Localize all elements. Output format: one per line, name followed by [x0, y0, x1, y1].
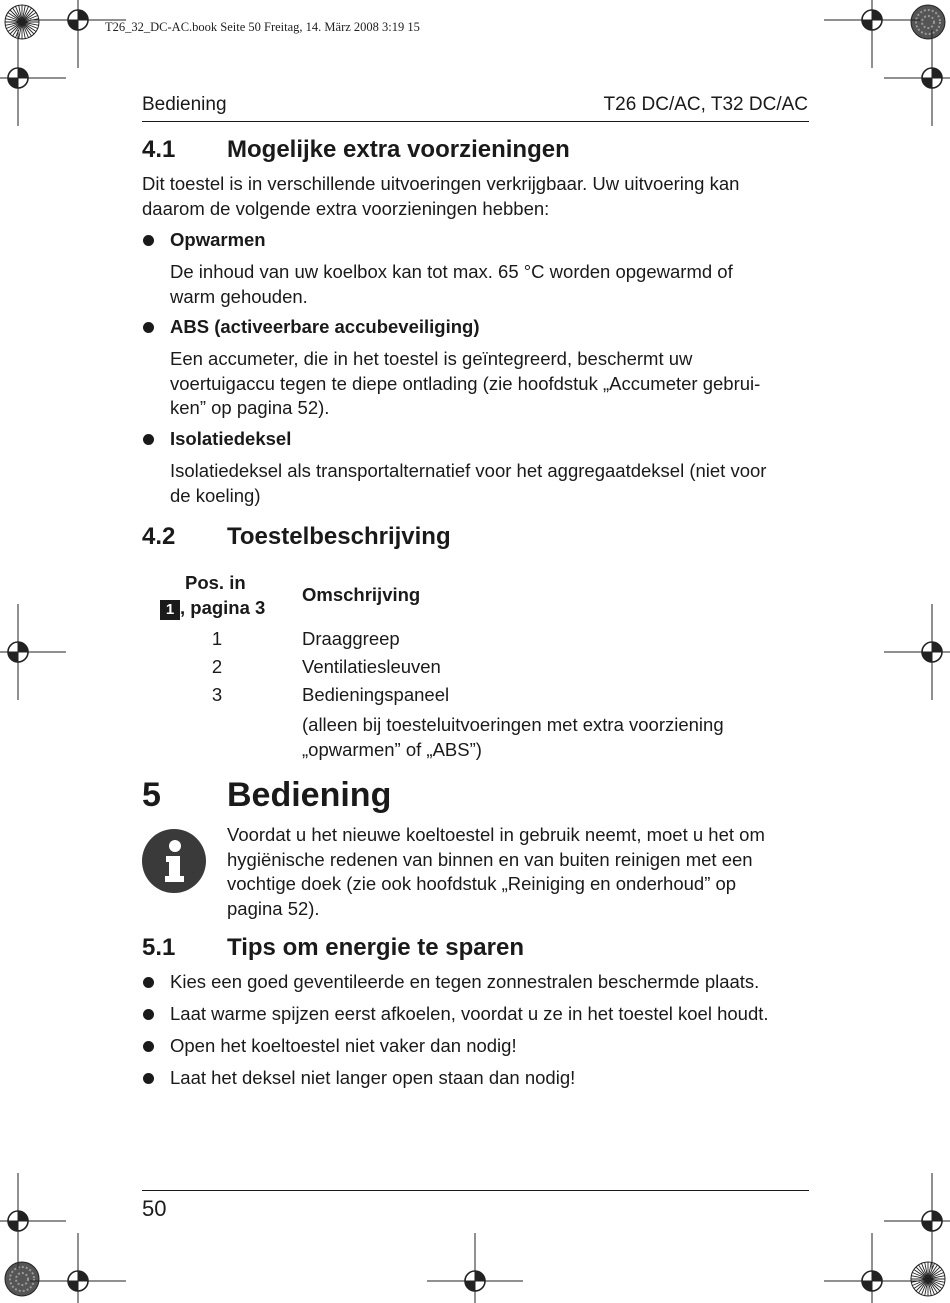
table-cell-pos: 2 [211, 656, 223, 677]
section-number: 5.1 [142, 934, 176, 961]
text-line: daarom de volgende extra voorzieningen hebben: [142, 197, 550, 219]
bullet-icon [143, 434, 154, 445]
table-header-pos-suffix: , pagina 3 [180, 597, 266, 618]
feature-desc-isolatiedeksel [170, 459, 766, 508]
text-line: pagina 52). [227, 897, 320, 919]
tip-item: Open het koeltoestel niet vaker dan nodig! [170, 1035, 517, 1056]
chapter-title: Bediening [227, 776, 392, 814]
intro-paragraph [142, 172, 739, 221]
text-line: ken” op pagina 52). [170, 397, 330, 418]
section-title: Mogelijke extra voorzieningen [227, 136, 570, 163]
print-slug-line: T26_32_DC-AC.book Seite 50 Freitag, 14. März 2008 3:19 15 [105, 20, 420, 34]
text-line: vochtige doek (zie ook hoofdstuk „Reiniging en onderhoud” op [227, 873, 737, 894]
feature-title-opwarmen: Opwarmen [170, 229, 266, 250]
section-number: 4.1 [142, 136, 176, 163]
tip-item: Laat warme spijzen eerst afkoelen, voordat u ze in het toestel koel houdt. [170, 1003, 769, 1024]
text-line: hygiënische redenen van binnen en van buiten reinigen met een [227, 848, 753, 870]
text-line: (alleen bij toesteluitvoeringen met extra voorziening [302, 714, 724, 735]
text-line: Isolatiedeksel als transportalternatief voor het aggregaatdeksel (niet voor [170, 460, 767, 481]
text-line: voertuigaccu tegen te diepe ontlading (zie hoofdstuk „Accumeter gebrui- [170, 372, 761, 394]
text-line: Voordat u het nieuwe koeltoestel in gebruik neemt, moet u het om [227, 824, 765, 845]
table-header-pos-line2 [160, 596, 265, 620]
section-title: Tips om energie te sparen [227, 934, 524, 961]
chapter-number: 5 [142, 776, 161, 814]
info-note [227, 823, 765, 921]
feature-title-isolatiedeksel: Isolatiedeksel [170, 428, 292, 449]
feature-desc-abs [170, 347, 760, 421]
feature-desc-opwarmen [170, 260, 733, 309]
text-line: de koeling) [170, 484, 261, 506]
bullet-icon [143, 1009, 154, 1020]
footer-rule [142, 1190, 809, 1191]
figure-reference-box: 1 [160, 600, 180, 620]
bullet-icon [143, 1073, 154, 1084]
bullet-icon [143, 235, 154, 246]
text-line: Een accumeter, die in het toestel is geïntegreerd, beschermt uw [170, 348, 693, 369]
bullet-icon [143, 1041, 154, 1052]
text-line: warm gehouden. [170, 285, 308, 307]
bullet-icon [143, 977, 154, 988]
header-rule [142, 121, 809, 122]
page-number: 50 [142, 1196, 167, 1221]
tip-item: Kies een goed geventileerde en tegen zonnestralen beschermde plaats. [170, 971, 760, 992]
bullet-icon [143, 322, 154, 333]
table-cell-note [302, 713, 724, 762]
table-cell-desc: Bedieningspaneel [302, 684, 450, 705]
table-header-description: Omschrijving [302, 584, 421, 605]
text-line: Dit toestel is in verschillende uitvoeringen verkrijgbaar. Uw uitvoering kan [142, 173, 740, 194]
table-header-pos-line1: Pos. in [185, 572, 246, 593]
running-header-model: T26 DC/AC, T32 DC/AC [603, 94, 808, 115]
feature-title-abs: ABS (activeerbare accubeveiliging) [170, 316, 480, 337]
running-header-chapter: Bediening [142, 94, 227, 115]
table-cell-pos: 1 [211, 628, 223, 649]
text-line: „opwarmen” of „ABS”) [302, 738, 482, 760]
section-number: 4.2 [142, 523, 176, 550]
section-title: Toestelbeschrijving [227, 523, 451, 550]
info-icon [142, 829, 206, 893]
table-cell-desc: Draaggreep [302, 628, 400, 649]
text-line: De inhoud van uw koelbox kan tot max. 65 °C worden opgewarmd of [170, 261, 733, 282]
tip-item: Laat het deksel niet langer open staan dan nodig! [170, 1067, 576, 1088]
table-cell-desc: Ventilatiesleuven [302, 656, 441, 677]
table-cell-pos: 3 [211, 684, 223, 705]
